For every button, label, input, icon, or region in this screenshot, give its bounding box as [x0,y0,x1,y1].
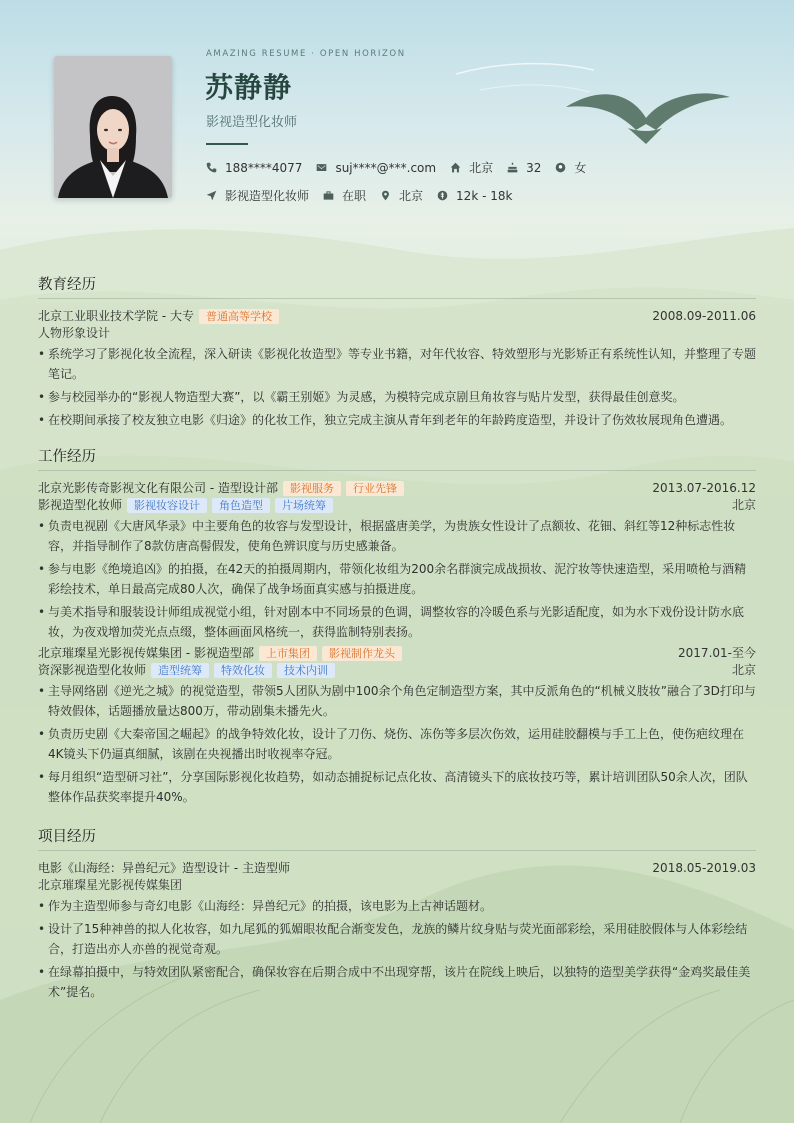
major-name: 人物形象设计 [38,326,111,340]
education-date: 2008.09-2011.06 [652,309,756,323]
company-tag: 影视服务 [283,481,341,496]
candidate-title: 影视造型化妆师 [206,115,298,130]
intended-position-text: 影视造型化妆师 [225,189,310,203]
gender-text: 女 [574,161,587,175]
email-item [316,161,436,175]
list-item: • 参与校园举办的“影视人物造型大赛”，以《霸王别姬》为灵感，为模特完成京剧旦角妆容与贴片发型，获得最佳创意奖。 [38,387,756,407]
contact-info-row [206,159,600,176]
job-company-row [38,480,756,497]
gender-item [555,159,586,176]
job-status-item [323,187,366,204]
job-date: 2013.07-2016.12 [652,481,756,495]
list-item: • 在绿幕拍摄中，与特效团队紧密配合，确保妆容在后期合成中不出现穿帮，该片在院线上映后，以独特的造型美学获得“金鸡奖最佳美术”提名。 [38,962,756,1002]
job-bullets [38,516,756,642]
project-org: 北京璀璨星光影视传媒集团 [38,878,183,892]
intended-city-text: 北京 [399,189,424,203]
list-item: • 设计了15种神兽的拟人化妆容，如九尾狐的狐媚眼妆配合渐变发色，龙族的鳞片纹身贴与荧光面部彩绘，采用硅胶假体与人体彩绘结合，打造出亦人亦兽的视觉奇观。 [38,919,756,959]
company-name: 北京光影传奇影视文化有限公司 - 造型设计部 [38,481,278,495]
mail-icon [316,162,327,173]
profile-photo [54,56,172,198]
email-text: suj****@***.com [335,160,437,175]
work-section [38,445,756,810]
list-item: • 负责电视剧《大唐风华录》中主要角色的妆容与发型设计，根据盛唐美学，为贵族女性设计了点额妆、花钿、斜红等12种标志性妆容，并指导制作了8款仿唐高髻假发，使角色辨识度与历史感兼备。 [38,516,756,556]
list-item: • 参与电影《绝境追凶》的拍摄，在42天的拍摄周期内，带领化妆组为200余名群演完成战损妆、泥泞妆等快速造型，采用喷枪与酒精彩绘技术，单日最高完成80人次，确保了战争场面真实感与拍摄进度。 [38,559,756,599]
home-icon [450,162,461,173]
send-icon [206,190,217,201]
briefcase-icon [323,190,334,201]
skill-tag: 角色造型 [212,498,270,513]
salary-item [437,189,512,203]
company-tag: 上市集团 [259,646,317,661]
candidate-name: 苏静静 [205,71,293,104]
age-item [507,161,541,175]
education-section [38,273,756,433]
project-header [38,860,756,877]
job-role-row [38,497,756,514]
list-item: • 主导网络剧《逆光之城》的视觉造型，带领5人团队为剧中100余个角色定制造型方案，其中反派角色的“机械义肢妆”融合了3D打印与特效假体，话题播放量达800万，带动剧集未播先火。 [38,681,756,721]
portrait-illustration [54,56,172,198]
salary-icon [437,190,448,201]
job-intent-row [206,187,526,204]
job-bullets [38,681,756,807]
title-divider [206,143,248,145]
project-bullets [38,896,756,1002]
hometown-text: 北京 [469,161,494,175]
school-tag: 普通高等学校 [199,309,279,324]
salary-text: 12k - 18k [456,188,513,203]
company-tag: 影视制作龙头 [322,646,402,661]
school-name: 北京工业职业技术学院 - 大专 [38,309,194,323]
header-tagline: AMAZING RESUME · OPEN HORIZON [206,49,406,59]
phone-text: 188****4077 [225,160,303,175]
intended-city-item [380,187,423,204]
job-role: 资深影视造型化妆师 [38,663,147,677]
job-city: 北京 [731,663,756,677]
skill-tag: 技术内训 [277,663,335,678]
list-item: • 系统学习了影视化妆全流程，深入研读《影视化妆造型》等专业书籍，对年代妆容、特效塑形与光影矫正有系统性认知，并整理了专题笔记。 [38,344,756,384]
project-section [38,825,756,1005]
education-bullets [38,344,756,430]
hometown-item [450,159,493,176]
list-item: • 负责历史剧《大秦帝国之崛起》的战争特效化妆，设计了刀伤、烧伤、冻伤等多层次伤效，运用硅胶翻模与手工上色，使伤疤纹理在4K镜头下仍逼真细腻，该剧在央视播出时收视率夺冠。 [38,724,756,764]
intended-position-item [206,187,309,204]
skill-tag: 影视妆容设计 [127,498,207,513]
project-date: 2018.05-2019.03 [652,861,756,875]
skill-tag: 特效化妆 [214,663,272,678]
job-company-row [38,645,756,662]
skill-tag: 片场统筹 [275,498,333,513]
section-title-work: 工作经历 [38,445,756,471]
cake-icon [507,162,518,173]
job-role: 影视造型化妆师 [38,498,123,512]
list-item: • 在校期间承接了校友独立电影《归途》的化妆工作，独立完成主演从青年到老年的年龄跨度造型，并设计了伤效妆展现角色遭遇。 [38,410,756,430]
job-status-text: 在职 [342,189,367,203]
list-item: • 与美术指导和服装设计师组成视觉小组，针对剧本中不同场景的色调，调整妆容的冷暖色系与光影适配度，如为水下戏份设计防水底妆，为夜戏增加荧光点点缀，整体画面风格统一，获得监制特别表扬。 [38,602,756,642]
company-name: 北京璀璨星光影视传媒集团 - 影视造型部 [38,646,254,660]
list-item: • 每月组织“造型研习社”，分享国际影视化妆趋势，如动态捕捉标记点化妆、高清镜头下的底妆技巧等，累计培训团队50余人次，团队整体作品获奖率提升40%。 [38,767,756,807]
phone-icon [206,162,217,173]
job-entry [38,645,756,807]
phone-item [206,161,302,175]
gender-icon [555,162,566,173]
job-date: 2017.01-至今 [678,646,756,660]
education-header [38,308,756,325]
job-entry [38,480,756,642]
skill-tag: 造型统筹 [151,663,209,678]
location-pin-icon [380,190,391,201]
job-role-row [38,662,756,679]
job-city: 北京 [731,498,756,512]
age-text: 32 [526,160,542,175]
section-title-education: 教育经历 [38,273,756,299]
list-item: • 作为主造型师参与奇幻电影《山海经：异兽纪元》的拍摄，该电影为上古神话题材。 [38,896,756,916]
project-name: 电影《山海经：异兽纪元》造型设计 - 主造型师 [38,861,290,875]
section-title-project: 项目经历 [38,825,756,851]
company-tag: 行业先锋 [346,481,404,496]
